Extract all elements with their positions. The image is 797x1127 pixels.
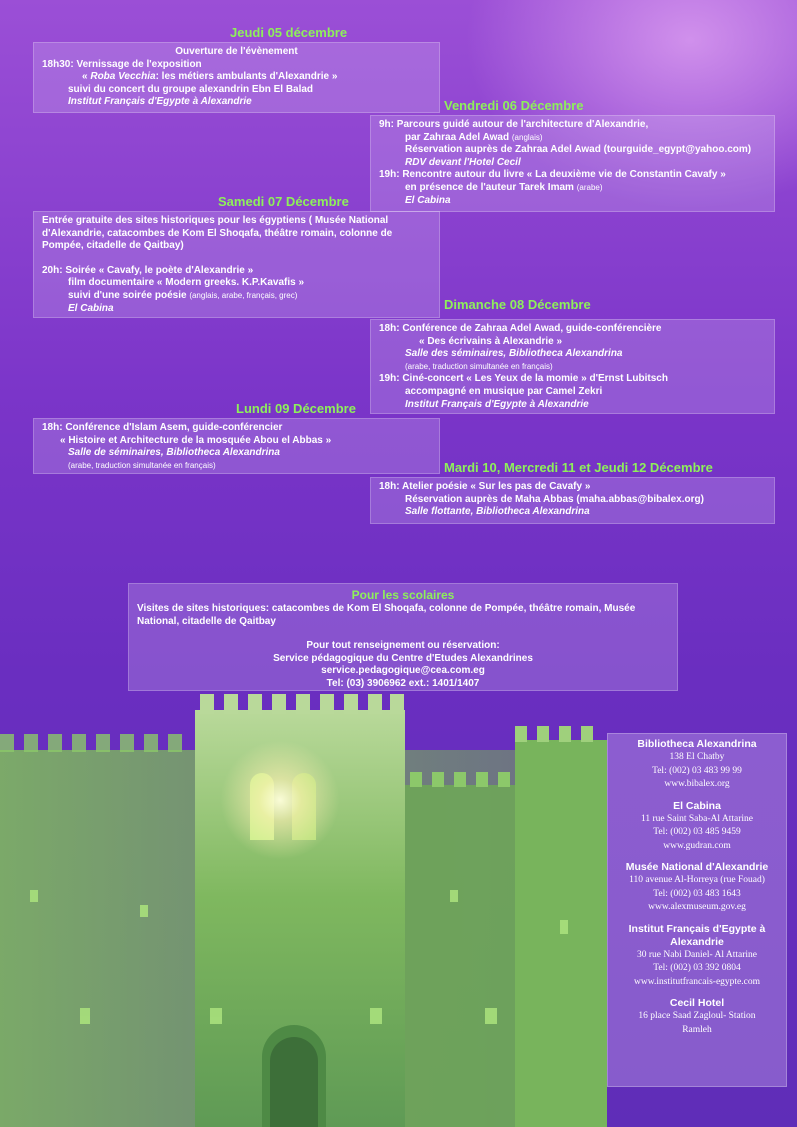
event-box-vendredi-06 — [370, 115, 775, 212]
event-venue: Institut Français d'Egypte à Alexandrie — [68, 96, 252, 108]
event-line: 20h: Soirée « Cavafy, le poète d'Alexandrie » — [42, 264, 254, 276]
venue-phone: Tel: (002) 03 483 1643 — [653, 888, 741, 899]
venue-phone: Tel: (002) 03 483 99 99 — [652, 765, 742, 776]
venue-phone: Tel: (002) 03 485 9459 — [653, 827, 741, 837]
venue-address: 138 El Chatby — [669, 752, 725, 762]
event-venue: El Cabina — [405, 194, 451, 206]
event-box-samedi-07 — [33, 211, 440, 318]
schools-phone: Tel: (03) 3906962 ext.: 1401/1407 — [326, 677, 480, 689]
venue-name: Cecil Hotel — [669, 997, 725, 1009]
event-venue: El Cabina — [68, 302, 114, 314]
event-note: (arabe, traduction simultanée en français) — [405, 361, 553, 371]
event-line: 19h: Rencontre autour du livre « La deuxième vie de Constantin Cavafy » — [379, 169, 726, 181]
venue-website-link[interactable]: www.alexmuseum.gov.eg — [648, 902, 746, 912]
heading-jeudi-05: Jeudi 05 décembre — [230, 25, 348, 40]
venue-name: Musée National d'Alexandrie — [625, 861, 769, 873]
event-line: en présence de l'auteur Tarek Imam (arabe) — [405, 181, 603, 193]
event-box-lundi-09 — [33, 418, 440, 474]
event-line: « Histoire et Architecture de la mosquée Abou el Abbas » — [60, 434, 332, 446]
venue-panel — [607, 733, 787, 1087]
light-glow — [220, 740, 340, 860]
heading-mardi-jeudi: Mardi 10, Mercredi 11 et Jeudi 12 Décembre — [444, 460, 713, 475]
event-box-dimanche-08 — [370, 319, 775, 414]
event-line: accompagné en musique par Camel Zekri — [405, 385, 603, 397]
venue-phone: Tel: (002) 03 392 0804 — [653, 963, 741, 973]
event-line: Ouverture de l'évènement — [175, 46, 298, 57]
schools-line: National, citadelle de Qaitbay — [137, 615, 276, 627]
venue-address: 30 rue Nabi Daniel- Al Attarine — [636, 949, 758, 960]
schools-line: Visites de sites historiques: catacombes de Kom El Shoqafa, colonne de Pompée, théâtre romain, Musée — [137, 603, 636, 614]
event-line: Réservation auprès de Maha Abbas (maha.abbas@bibalex.org) — [405, 493, 704, 505]
event-box-jeudi-05 — [33, 42, 440, 113]
event-line: 18h30: Vernissage de l'exposition — [42, 58, 202, 70]
event-line: Entrée gratuite des sites historiques pour les égyptiens ( Musée National — [42, 215, 389, 226]
event-line: d'Alexandrie, catacombes de Kom El Shoqafa, théâtre romain, colonne de — [42, 227, 393, 239]
event-venue: Salle des séminaires, Bibliotheca Alexandrina — [405, 348, 623, 360]
event-line: suivi d'une soirée poésie (anglais, arabe, français, grec) — [68, 289, 298, 301]
venue-name: Bibliotheca Alexandrina — [637, 738, 757, 750]
schools-email: service.pedagogique@cea.com.eg — [321, 665, 485, 677]
event-venue: RDV devant l'Hotel Cecil — [405, 156, 521, 168]
event-line: 19h: Ciné-concert « Les Yeux de la momie » d'Ernst Lubitsch — [379, 373, 668, 385]
heading-scolaires: Pour les scolaires — [351, 588, 455, 602]
event-venue: Salle de séminaires, Bibliotheca Alexandrina — [68, 447, 280, 459]
schools-box — [128, 583, 678, 691]
event-line: suivi du concert du groupe alexandrin Ebn El Balad — [68, 83, 314, 95]
heading-vendredi-06: Vendredi 06 Décembre — [444, 98, 584, 113]
event-line: 18h: Atelier poésie « Sur les pas de Cavafy » — [379, 481, 591, 492]
event-line: Pompée, citadelle de Qaitbay) — [42, 240, 184, 252]
venue-name: Institut Français d'Egypte à Alexandrie — [628, 922, 766, 948]
event-note: (arabe, traduction simultanée en français) — [68, 460, 216, 470]
event-line: 18h: Conférence d'Islam Asem, guide-conférencier — [42, 422, 283, 433]
event-venue: Salle flottante, Bibliotheca Alexandrina — [405, 506, 590, 518]
event-line: 9h: Parcours guidé autour de l'architecture d'Alexandrie, — [379, 119, 649, 130]
heading-lundi-09: Lundi 09 Décembre — [236, 401, 356, 416]
venue-address: 110 avenue Al-Horreya (rue Fouad) — [629, 875, 765, 885]
event-line: film documentaire « Modern greeks. K.P.Kavafis » — [68, 277, 305, 289]
venue-name: El Cabina — [673, 799, 721, 812]
schools-line: Pour tout renseignement ou réservation: — [306, 640, 500, 652]
venue-address: 11 rue Saint Saba-Al Attarine — [640, 813, 754, 824]
event-line: « Roba Vecchia: les métiers ambulants d'Alexandrie » — [82, 71, 338, 83]
schools-line: Service pédagogique du Centre d'Etudes Alexandrines — [273, 652, 533, 664]
heading-dimanche-08: Dimanche 08 Décembre — [444, 297, 591, 312]
event-line: Réservation auprès de Zahraa Adel Awad (tourguide_egypt@yahoo.com) — [405, 144, 752, 156]
venue-website-link[interactable]: www.gudran.com — [663, 840, 731, 851]
event-line: « Des écrivains à Alexandrie » — [419, 335, 563, 347]
venue-website-link[interactable]: www.institutfrancais-egypte.com — [633, 976, 760, 987]
event-line: 18h: Conférence de Zahraa Adel Awad, guide-conférencière — [379, 323, 662, 334]
heading-samedi-07: Samedi 07 Décembre — [218, 194, 349, 209]
event-box-mardi-jeudi — [370, 477, 775, 524]
event-venue: Institut Français d'Egypte à Alexandrie — [405, 398, 589, 410]
venue-website-link[interactable]: www.bibalex.org — [664, 779, 730, 789]
venue-address: 16 place Saad Zagloul- Station — [638, 1011, 756, 1021]
event-line: par Zahraa Adel Awad (anglais) — [405, 131, 543, 143]
venue-address: Ramleh — [682, 1024, 712, 1035]
